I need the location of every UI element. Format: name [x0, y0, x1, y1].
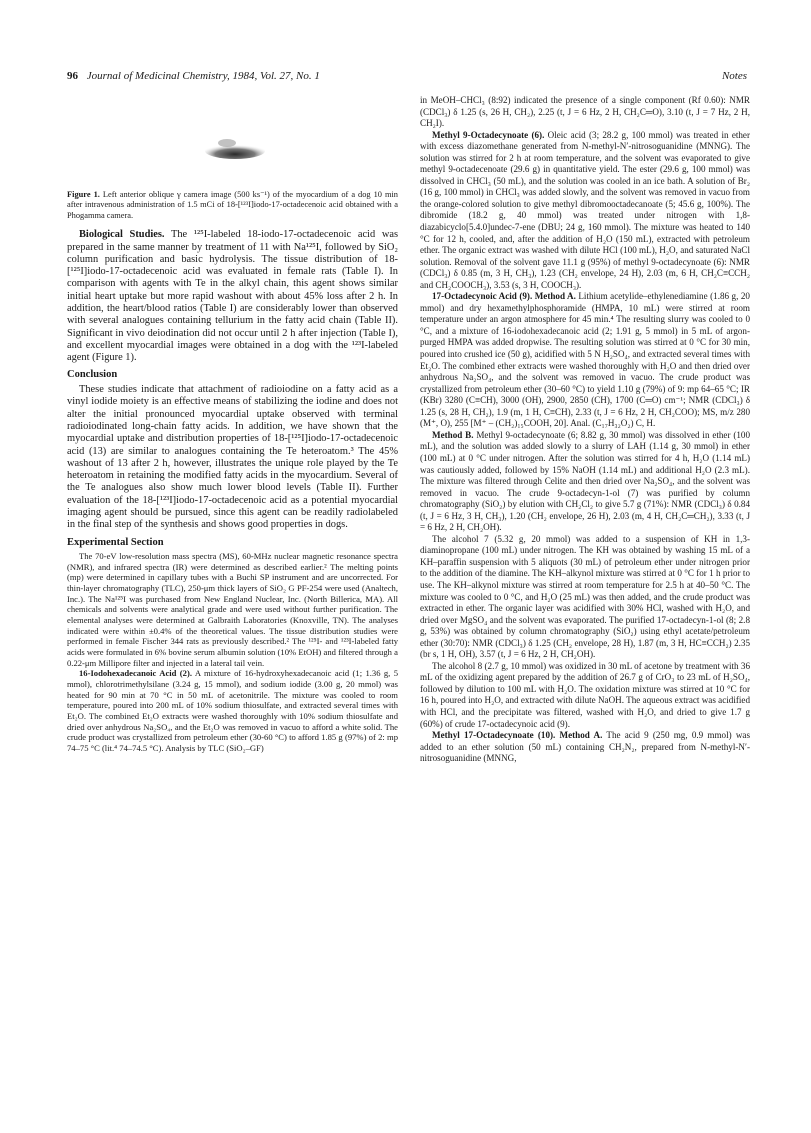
- iodohexadecanoic-heading: 16-Iodohexadecanoic Acid (2).: [79, 668, 192, 679]
- journal-citation: Journal of Medicinal Chemistry, 1984, Vol. 27, No. 1: [86, 70, 320, 82]
- experimental-text: The 70-eV low-resolution mass spectra (MS), 60-MHz nuclear magnetic resonance spectra (NMR), and infrared spectra (IR) were determined as described earlier.² The melting points (mp) were determined in capillary tubes with a Buchi SP instrument and are uncorrected. For thin-layer chromatography (TLC), 250-μm thick layers of SiO₂ G PF-254 were used (Analtech, Inc.). The Na¹²⁵I was purchased from New England Nuclear, Inc. (North Billerica, MA). All chemicals and solvents were analytical grade and were used without further purification. The elemental analyses were determined at Galbraith Laboratories (Knoxville, TN). The analyses indicated were within ±0.4% of the theoretical values. The tissue distribution studies were performed in female Fischer 344 rats as previously described.² The ¹²⁵I- and ¹²³I-labeled fatty acids were formulated in 6% bovine serum albumin solution (10% EtOH) and filtered through a 0.22-μm Millipore filter and injected in a lateral tail vein.: [67, 551, 398, 668]
- octadecynoic-acid-heading: 17-Octadecynoic Acid (9). Method A.: [432, 291, 576, 302]
- biological-studies-text: The ¹²⁵I-labeled 18-iodo-17-octadecenoic acid was prepared in the same manner by treatment of 11 with Na¹²⁵I, followed by SiO₂ column purification and basic hydrolysis. The tissue distribution of 18-[¹²⁵I]iodo-17-octadecenoic acid was evaluated in female rats (Table I). In comparison with agents with Te in the alkyl chain, this agent shows similar initial heart uptake but more rapid washout with about 45% loss after 2 h. In addition, the heart/blood ratios (Table I) are considerably lower than observed with several analogues containing tellurium in the fatty acid chain (Table II). Significant in vivo deiodination did not occur until 2 h after injection (Table I), and excellent myocardial images were obtained in a dog with the ¹²³I-labeled agent (Figure 1).: [67, 229, 398, 364]
- alcohol-7-paragraph: The alcohol 7 (5.32 g, 20 mmol) was added to a suspension of KH in 1,3-diaminopropane (100 mL) under nitrogen. The KH was obtained by washing 15 mL of a KH–paraffin suspension with 5 aliquots (30 mL) of petroleum ether under nitrogen prior to the addition of the diamine. The KH–alkynol mixture was stirred at 0 °C for 1 h prior to use. The KH–alkynol mixture was stirred at room temperature for 2.5 h at 40–50 °C. The mixture was cooled to 0 °C, and H₂O (25 mL) was then added, and the crude product was extracted in ether. The organic layer was acidified with 30% HCl, washed with H₂O, and dried over MgSO₄ and the solvent was evaporated. The purified 17-octadecyn-1-ol (8; 2.8 g, 53%) was obtained by column chromatography (SiO₂) using ethyl acetate/petroleum ether (30:70): NMR (CDCl₃) δ 1.25 (CH₂ envelope, 28 H), 1.87 (m, 3 H, HC≡CCH₂) 2.35 (br s, 1 H, OH), 3.57 (t, J = 6 Hz, 2 H, CH₂OH).: [420, 533, 750, 660]
- method-b-heading: Method B.: [432, 429, 474, 440]
- methyl-octadecynoate-heading: Methyl 9-Octadecynoate (6).: [432, 129, 545, 140]
- caption-label: Figure 1.: [67, 190, 100, 199]
- conclusion-text: These studies indicate that attachment of radioiodine on a fatty acid as a vinyl iodide moiety is an effective means of stabilizing the iodine and does not alter the initial pronounced myocardial uptake observed with terminal radioiodinated long-chain fatty acids. In addition, we have shown that the myocardial uptake and distribution properties of 18-[¹²⁵I]iodo-17-octadecenoic acid (13) are similar to analogues containing the Te heteroatom.³ The 45% washout of 13 after 2 h, however, illustrates the unique role played by the Te heteroatom in retaining the modified fatty acids in the myocardium. Several of the Te analogues also show much lower blood levels (Table II). Further evaluation of the 18-[¹²³I]iodo-17-octadecenoic acid as a potential myocardial imaging agent should be pursued, since this agent can be readily radiolabeled in the final step of the synthesis and shows good properties in dogs.: [67, 384, 398, 531]
- section-label: Notes: [721, 70, 747, 82]
- method-b-text: Methyl 9-octadecynoate (6; 8.82 g, 30 mmol) was dissolved in ether (100 mL), and the solution was added slowly to a slurry of LAH (1.14 g, 30 mmol) in ether (100 mL) at 0 °C under nitrogen. After the solution was stirred for 4 h, H₂O (1.14 mL) was cautiously added, followed by 15% NaOH (1.14 mL) and additional H₂O (2.3 mL). The mixture was filtered through Celite and then dried over Na₂SO₄, and the solvent was removed in vacuo. The crude 9-octadecyn-1-ol (7) was purified by column chromatography (SiO₂) by elution with CH₂Cl₂ to give 5.7 g (71%): NMR (CDCl₃) δ 0.84 (t, J = 6 Hz, 3 H, CH₃), 1.20 (CH₂ envelope, 26 H), 2.03 (m, 4 H, CH₂C═CH₂), 3.33 (t, J = 6 Hz, 2 H, CH₂OH).: [420, 429, 751, 533]
- biological-studies-heading: Biological Studies.: [79, 229, 165, 241]
- caption-text: Left anterior oblique γ camera image (500 ks⁻¹) of the myocardium of a dog 10 min after intravenous administration of 1.5 mCi of 18-[¹²³I]iodo-17-octadecenoic acid obtained with a Phogamma camera.: [67, 190, 398, 220]
- experimental-heading: Experimental Section: [67, 536, 164, 548]
- methyl-17-text: The acid 9 (250 mg, 0.9 mmol) was added to an ether solution (50 mL) containing CH₂N₂, prepared from N-methyl-N′-nitrosoguanidine (MNNG,: [420, 730, 750, 764]
- figure-caption: [67, 190, 398, 221]
- page-number: 96: [67, 70, 78, 82]
- iodohexadecanoic-text: A mixture of 16-hydroxyhexadecanoic acid (1; 1.36 g, 5 mmol), chlorotrimethylsilane (3.24 g, 15 mmol), and sodium iodide (3.00 g, 20 mmol) was heated for 90 min at 70 °C in 50 mL of acetonitrile. The mixture was cooled to room temperature, poured into 200 mL of 10% sodium thiosulfate, and extracted several times with Et₂O. The combined Et₂O extracts were washed thoroughly with 10% sodium thiosulfate and dried over anhydrous Na₂SO₄, and the Et₂O was removed in vacuo to afford a white solid. The crude product was crystallized from petroleum ether (30-60 °C) to afford 1.85 g (97%) of 2: mp 74–75 °C (lit.⁴ 74–74.5 °C). Analysis by TLC (SiO₂–GF): [67, 668, 398, 753]
- methyl-17-paragraph: [420, 730, 750, 765]
- alcohol-8-paragraph: The alcohol 8 (2.7 g, 10 mmol) was oxidized in 30 mL of acetone by treatment with 36 mL of the oxidizing agent prepared by the addition of 26.7 g of CrO₃ to 23 mL of H₂SO₄, followed by dilution to 100 mL with H₂O. The oxidation mixture was stirred at 10 °C for 16 h, poured into H₂O, and extracted with dilute NaOH. The aqueous extract was acidified with HCl, and the precipitate was filtered, washed with H₂O, and dried to give 1.7 g (60%) of crude 17-octadecynoic acid (9).: [420, 660, 750, 729]
- left-column: [67, 95, 398, 754]
- methyl-octadecynoate-paragraph: [420, 130, 750, 292]
- iodohexadecanoic-paragraph: [67, 668, 398, 753]
- octadecynoic-acid-paragraph: [420, 291, 750, 430]
- methyl-octadecynoate-text: Oleic acid (3; 28.2 g, 100 mmol) was treated in ether with excess diazomethane generated from N-methyl-N′-nitrosoguanidine (MNNG). The solution was stirred for 2 h at room temperature, and the solvent was evaporated to give methyl 9-octadecenoate (29.6 g) in quantitative yield. The ester (29.6 g, 100 mmol) was dissolved in CHCl₃ (50 mL), and the solution was cooled in an ice bath. A solution of Br₂ (16 g, 100 mmol) in CHCl₃ was added slowly, and the solvent was removed in vacuo from the orange-colored solution to give methyl dibromooctadecanoate (5; 45.6 g, 100%). The dibromide (18.2 g, 40 mmol) was treated under nitrogen with 1,8-diazabicyclo[5.4.0]undec-7-ene (DBU; 24 g, 160 mmol). The mixture was heated to 140 °C for 12 h, cooled, and, after the addition of H₂O (150 mL), extracted with petroleum ether. The organic extract was washed with dilute HCl (100 mL), H₂O, and saturated NaCl solution. Removal of the solvent gave 11.1 g (95%) of methyl 9-octadecynoate (6): NMR (CDCl₃) δ 0.85 (m, 3 H, CH₃), 1.23 (CH₂ envelope, 24 H), 2.03 (m, 6 H, CH₂C≡CCH₂ and CH₂COOCH₃), 3.53 (s, 3 H, COOCH₃).: [420, 129, 750, 290]
- conclusion-heading: Conclusion: [67, 369, 118, 381]
- octadecynoic-acid-text: Lithium acetylide–ethylenediamine (1.86 g, 20 mmol) and dry hexamethylphosphoramide (HMPA, 10 mL) were stirred at room temperature under an argon atmosphere for 45 min.⁴ The resulting slurry was cooled to 0 °C, and a mixture of 16-iodohexadecanoic acid (2; 1.91 g, 5 mmol) in 5 mL of argon-purged HMPA was added dropwise. The resulting solution was stirred at 0 °C for 30 min, poured into crushed ice (50 g), acidified with 5 N H₂SO₄, and extracted several times with Et₂O. The combined ether extracts were washed thoroughly with H₂O and then dried over anhydrous Na₂SO₄, and the solvent was removed in vacuo. The crude product was crystallized from petroleum ether (30–60 °C) to yield 1.10 g (79%) of 9: mp 64–65 °C; IR (KBr) 3280 (C≡CH), 3000 (OH), 2900, 2850 (CH), 1700 (C═O) cm⁻¹; NMR (CDCl₃) δ 1.25 (s, 28 H, CH₂), 1.9 (m, 1 H, C≡CH), 2.33 (t, J = 6 Hz, 2 H, CH₂COO); MS, m/z 280 (M⁺, O), 255 [M⁺ – (CH₂)₁₅COOH, 20]. Anal. (C₁₇H₃₂O₂) C, H.: [420, 291, 750, 429]
- method-b-paragraph: [420, 430, 750, 534]
- right-column: [420, 95, 750, 765]
- biological-studies-paragraph: [67, 229, 398, 364]
- figure-1-image: [67, 95, 398, 190]
- running-header: [67, 70, 747, 86]
- tlc-continuation-text: in MeOH–CHCl₃ (8:92) indicated the presence of a single component (Rf 0.60): NMR (CDCl₃) δ 1.25 (s, 26 H, CH₂), 2.25 (t, J = 6 Hz, 2 H, CH₂C═O), 3.10 (t, J = 7 Hz, 2 H, CH₂I).: [420, 95, 750, 129]
- methyl-17-heading: Methyl 17-Octadecynoate (10). Method A.: [432, 730, 603, 741]
- gamma-camera-image: [197, 133, 267, 161]
